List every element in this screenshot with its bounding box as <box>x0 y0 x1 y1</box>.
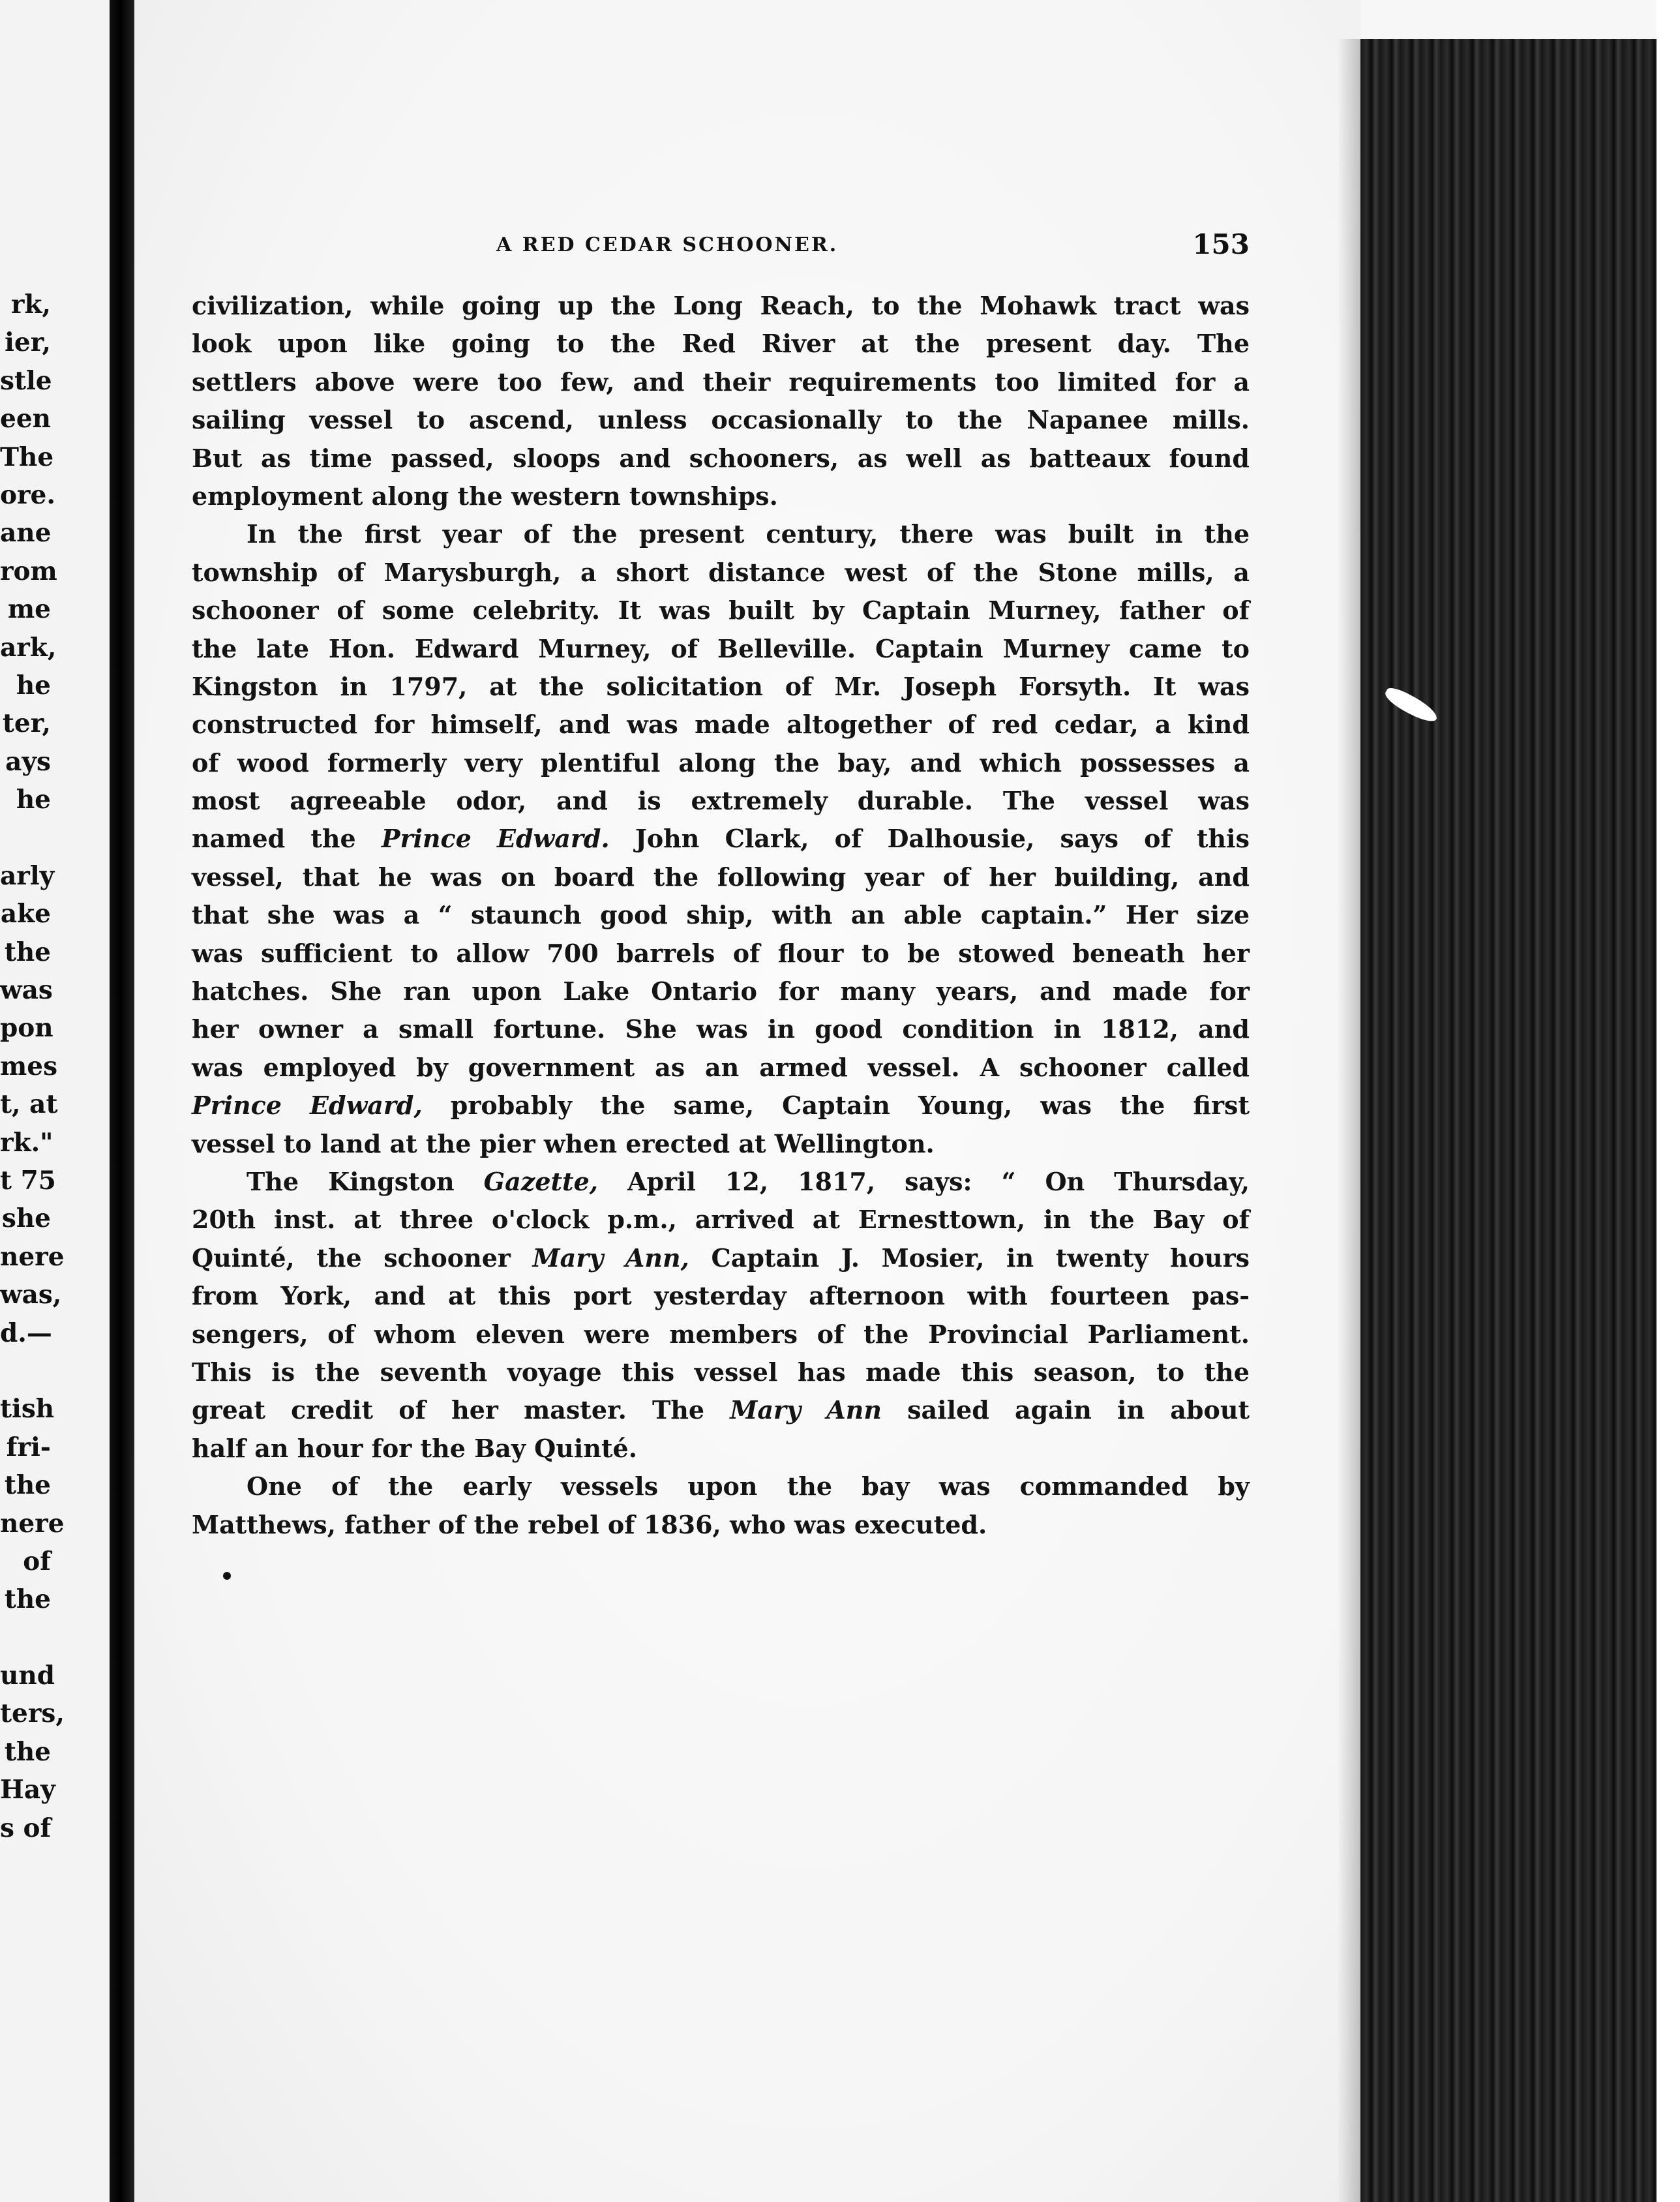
previous-page-fragment: ark, <box>0 632 57 663</box>
text-line: was employed by government as an armed vessel. A schooner called <box>192 1052 1250 1082</box>
text-fragment: probably the same, Captain Young, was the first <box>422 1091 1250 1121</box>
previous-page-fragment <box>0 819 51 856</box>
previous-page-fragment: was <box>0 975 53 1006</box>
previous-page-fragment <box>0 1352 51 1390</box>
text-line: half an hour for the Bay Quinté. <box>192 1433 637 1463</box>
previous-page-fragment: fri- <box>6 1432 51 1462</box>
previous-page-fragment: me <box>7 594 51 625</box>
text-line: look upon like going to the Red River at the present day. The <box>192 329 1250 359</box>
previous-page-fragment: ter, <box>2 708 51 739</box>
page-number: 153 <box>1192 228 1250 260</box>
previous-page-fragment: d.— <box>0 1318 52 1348</box>
text-line: Matthews, father of the rebel of 1836, who was executed. <box>192 1509 987 1539</box>
text-fragment: The Kingston <box>247 1166 484 1196</box>
text-line: This is the seventh voyage this vessel has made this season, to the <box>192 1357 1250 1387</box>
previous-page-fragment: Hay <box>0 1775 55 1805</box>
text-line: her owner a small fortune. She was in good condition in 1812, and <box>192 1014 1250 1044</box>
text-line <box>192 1163 1250 1201</box>
italic-ship-name: Prince Edward. <box>381 824 610 854</box>
running-head <box>134 228 1250 267</box>
text-line: the late Hon. Edward Murney, of Belleville. Captain Murney came to <box>192 633 1250 663</box>
previous-page-fragment: rk, <box>10 290 51 320</box>
previous-page-fragment: of <box>23 1546 51 1576</box>
previous-page-edge <box>0 0 110 2202</box>
previous-page-fragment: ore. <box>0 479 55 510</box>
previous-page-fragment: he <box>16 785 51 815</box>
previous-page-fragment: t, at <box>0 1089 58 1120</box>
text-fragment: Captain J. Mosier, in twenty hours <box>689 1243 1250 1273</box>
text-line: civilization, while going up the Long Reach, to the Mohawk tract was <box>192 291 1250 320</box>
text-fragment: John Clark, of Dalhousie, says of this <box>609 824 1250 854</box>
previous-page-fragment: und <box>0 1661 55 1691</box>
text-line: most agreeable odor, and is extremely durable. The vessel was <box>192 786 1250 816</box>
previous-page-fragment: The <box>0 442 54 472</box>
previous-page-fragment: ane <box>0 518 52 549</box>
previous-page-fragment: t 75 <box>0 1165 56 1196</box>
body-text <box>192 287 1250 1544</box>
previous-page-fragment <box>0 1619 51 1657</box>
previous-page-fragment: arly <box>0 860 55 891</box>
text-line: sengers, of whom eleven were members of the Provincial Parliament. <box>192 1319 1250 1349</box>
text-fragment: April 12, 1817, says: “ On Thursday, <box>598 1166 1250 1196</box>
scan-background <box>1657 0 1680 2202</box>
italic-ship-name: Prince Edward, <box>192 1091 423 1121</box>
previous-page-fragment: rom <box>0 556 57 586</box>
text-fragment: great credit of her master. The <box>192 1395 730 1425</box>
previous-page-fragment: pon <box>0 1013 53 1044</box>
text-fragment: named the <box>192 824 382 854</box>
text-fragment: sailed again in about <box>881 1395 1250 1425</box>
previous-page-fragment: nere <box>0 1241 65 1272</box>
text-line: constructed for himself, and was made altogether of red cedar, a kind <box>192 710 1250 740</box>
italic-ship-name: Mary Ann <box>730 1395 882 1425</box>
text-line: township of Marysburgh, a short distance west of the Stone mills, a <box>192 557 1250 587</box>
text-line: sailing vessel to ascend, unless occasionally to the Napanee mills. <box>192 405 1250 435</box>
previous-page-fragment: stle <box>0 365 52 396</box>
text-line <box>192 1391 1250 1429</box>
text-line: vessel to land at the pier when erected at Wellington. <box>192 1128 935 1158</box>
text-line: settlers above were too few, and their requirements too limited for a <box>192 367 1250 397</box>
previous-page-fragment: s of <box>0 1813 52 1843</box>
previous-page-fragment: nere <box>0 1508 65 1539</box>
text-line <box>192 820 1250 858</box>
text-line: Kingston in 1797, at the solicitation of Mr. Joseph Forsyth. It was <box>192 671 1250 701</box>
text-line: In the first year of the present century, there was built in the <box>247 519 1250 549</box>
previous-page-fragment: the <box>4 1736 51 1767</box>
italic-ship-name: Mary Ann, <box>532 1243 689 1273</box>
text-line: that she was a “ staunch good ship, with an able captain.” Her size <box>192 900 1250 930</box>
previous-page-fragment: the <box>4 1470 51 1501</box>
book-fore-edge <box>1360 39 1680 2202</box>
previous-page-text-fragments <box>0 286 65 1847</box>
previous-page-fragment: mes <box>0 1051 58 1081</box>
text-line: of wood formerly very plentiful along the bay, and which possesses a <box>192 747 1250 777</box>
previous-page-fragment: was, <box>0 1280 62 1310</box>
running-title: A RED CEDAR SCHOONER. <box>496 234 839 256</box>
text-line: schooner of some celebrity. It was built by Captain Murney, father of <box>192 596 1250 626</box>
previous-page-fragment: een <box>0 404 51 434</box>
book-gutter <box>110 0 134 2202</box>
text-line: employment along the western townships. <box>192 481 778 511</box>
previous-page-fragment: tish <box>0 1394 55 1425</box>
text-line: But as time passed, sloops and schooners, as well as batteaux found <box>192 443 1250 473</box>
previous-page-fragment: the <box>4 1584 51 1615</box>
text-line: from York, and at this port yesterday afternoon with fourteen pas- <box>192 1281 1250 1311</box>
text-line: 20th inst. at three o'clock p.m., arrived at Ernesttown, in the Bay of <box>192 1205 1250 1235</box>
text-line: hatches. She ran upon Lake Ontario for many years, and made for <box>192 976 1250 1006</box>
book-page <box>134 0 1360 2202</box>
text-line <box>192 1087 1250 1124</box>
text-line: vessel, that he was on board the following year of her building, and <box>192 862 1250 892</box>
text-fragment: Quinté, the schooner <box>192 1243 533 1273</box>
previous-page-fragment: rk." <box>0 1127 53 1158</box>
previous-page-fragment: she <box>1 1203 51 1234</box>
previous-page-fragment: the <box>4 937 51 967</box>
text-line <box>192 1239 1250 1277</box>
previous-page-fragment: ake <box>0 899 51 929</box>
text-line: was sufficient to allow 700 barrels of flour to be stowed beneath her <box>192 938 1250 968</box>
previous-page-fragment: he <box>16 670 51 701</box>
previous-page-fragment: ays <box>5 746 51 777</box>
previous-page-fragment: ier, <box>5 327 51 358</box>
ink-speck <box>223 1572 231 1580</box>
text-line: One of the early vessels upon the bay was commanded by <box>247 1471 1250 1501</box>
previous-page-fragment: ters, <box>0 1698 65 1729</box>
italic-newspaper-name: Gazette, <box>483 1166 599 1196</box>
